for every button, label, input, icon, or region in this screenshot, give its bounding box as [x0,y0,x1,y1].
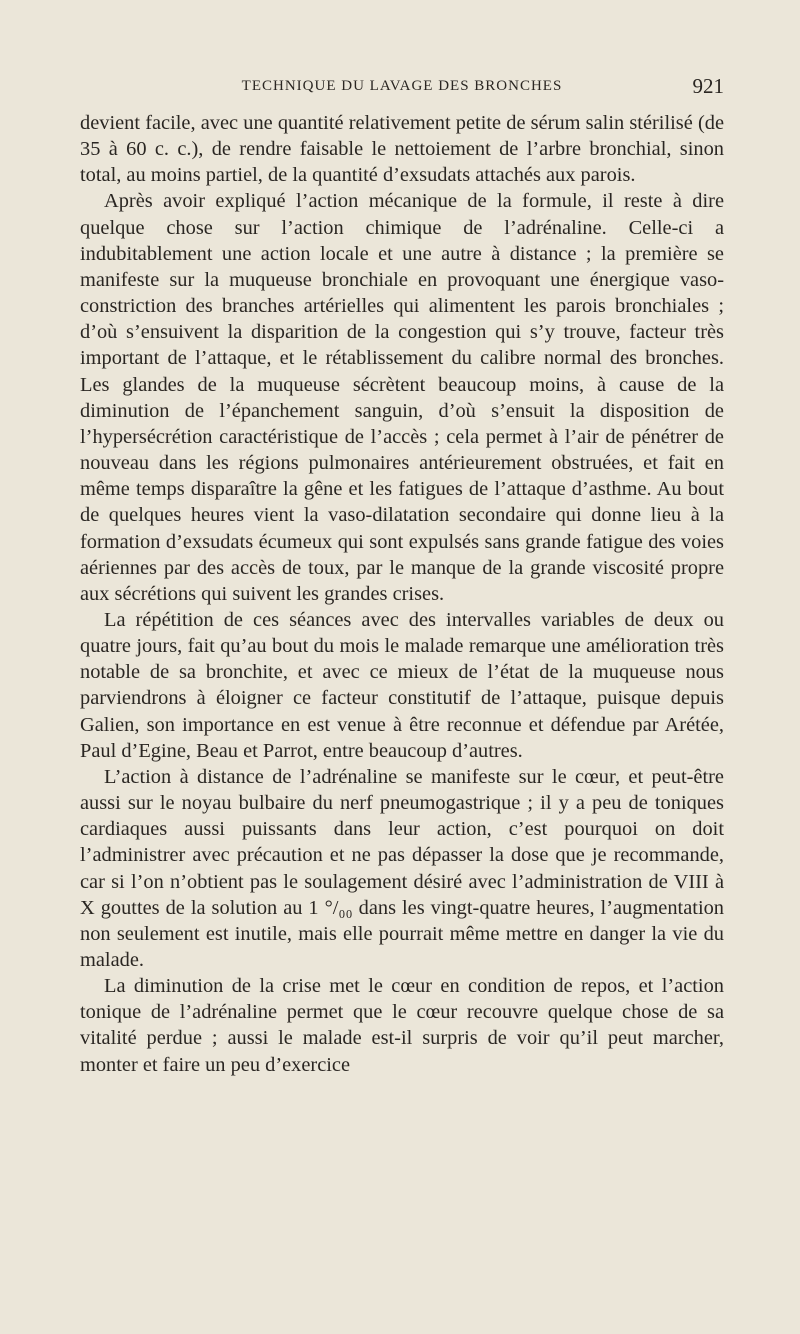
page-number: 921 [692,74,724,98]
running-header [80,76,724,102]
paragraph-repetition-sessions: La répétition de ces séances avec des intervalles variables de deux ou quatre jours, fait qu’au bout du mois le malade remarque une amélioration très notable de sa bronchite, et avec ce mieux de l’état de la muqueuse nous parviendrons à éloigner ce facteur constitutif de l’attaque, puisque depuis Galien, son importance en est venue à être reconnue et défendue par Arétée, Paul d’Egine, Beau et Parrot, entre beaucoup d’autres. [80,608,724,762]
paragraph-continued: devient facile, avec une quantité relativement petite de sérum salin stérilisé (de 35 à 60 c. c.), de rendre faisable le nettoiement de l’arbre bronchial, sinon total, au moins partiel, de la quantité d’exsudats attachés aux parois. [80,112,724,187]
paragraph-crisis-diminution: La diminution de la crise met le cœur en condition de repos, et l’action tonique de l’adrénaline permet que le cœur recouvre quelque chose de sa vitalité perdue ; aussi le malade est-il surpris de voir qu’il peut marcher, monter et faire un peu d’exercice [80,975,724,1076]
body-text [80,110,724,1078]
paragraph-adrenaline-chemical-action: Après avoir expliqué l’action mécanique de la formule, il reste à dire quelque chose sur l’action chimique de l’adrénaline. Celle-ci a indubitablement une action locale et une autre à distance ; la première se manifeste sur la muqueuse bronchiale en provoquant une énergique vaso-constriction des branches artérielles qui alimentent les parois bronchiales ; d’où s’ensuivent la disparition de la congestion qui s’y trouve, facteur très important de l’attaque, et le rétablissement du calibre normal des bronches. Les glandes de la muqueuse sécrètent beaucoup moins, à cause de la diminution de l’épanchement sanguin, d’où s’ensuit la disposition de l’hypersécrétion caractéristique de l’accès ; cela permet à l’air de pénétrer de nouveau dans les régions pulmonaires antérieurement obstruées, et fait en même temps disparaître la gêne et les fatigues de l’attaque d’asthme. Au bout de quelques heures vient la vaso-dilatation secondaire qui donne lieu à la formation d’exsudats écumeux qui sont expulsés sans grande fatigue des voies aériennes par des accès de toux, par le manque de la grande viscosité propre aux sécrétions qui suivent les grandes crises. [80,190,724,605]
paragraph-distance-action: L’action à distance de l’adrénaline se manifeste sur le cœur, et peut-être aussi sur le noyau bulbaire du nerf pneumogastrique ; il y a peu de toniques cardiaques aussi puissants dans leur action, c’est pourquoi on doit l’administrer avec précaution et ne pas dépasser la dose que je recommande, car si l’on n’obtient pas le soulagement désiré avec l’administration de VIII à X gouttes de la solution au 1 °/₀₀ dans les vingt-quatre heures, l’augmentation non seulement est inutile, mais elle pourrait même mettre en danger la vie du malade. [80,765,724,971]
running-title: TECHNIQUE DU LAVAGE DES BRONCHES [241,78,563,94]
